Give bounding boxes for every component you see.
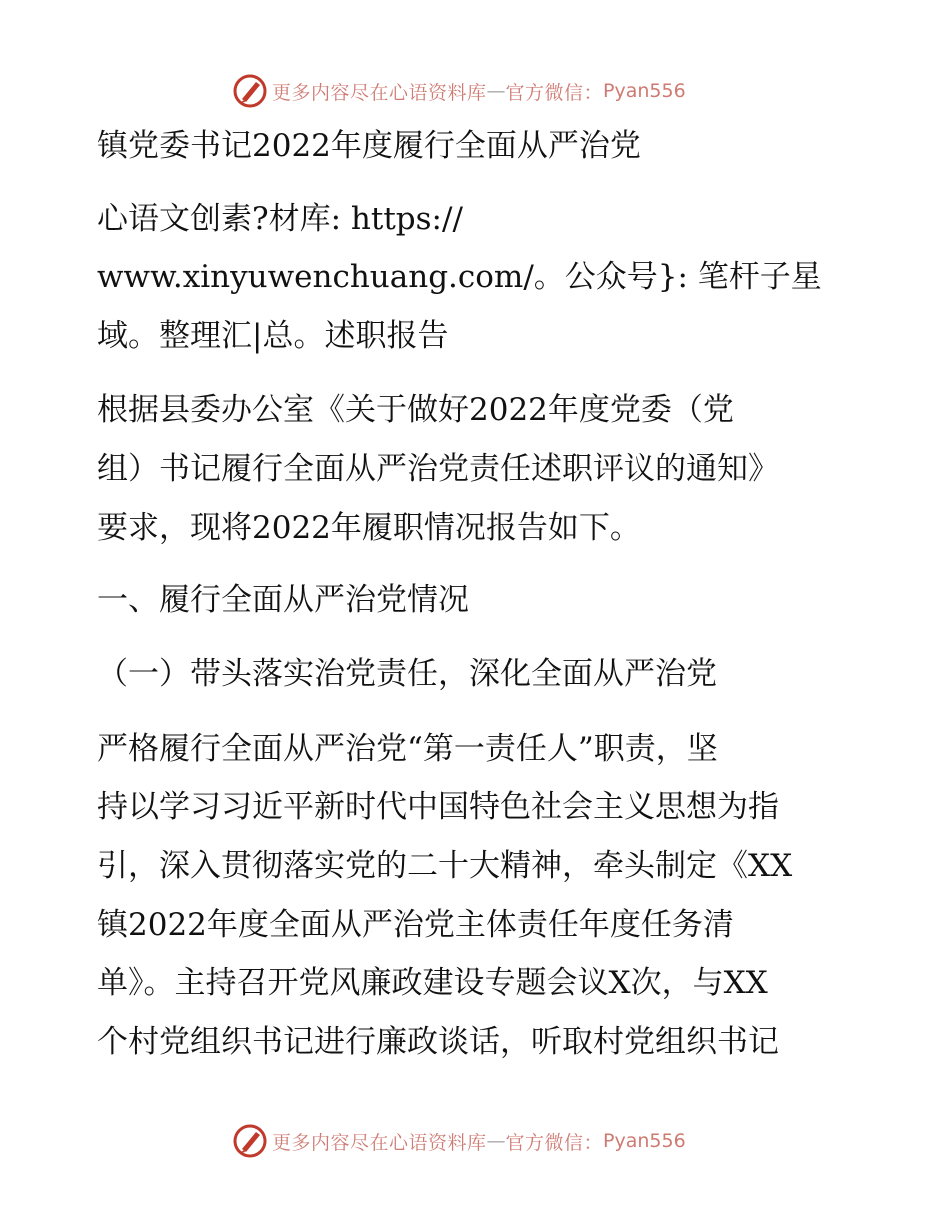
pen-logo-icon [232, 1123, 268, 1159]
watermark-text: 更多内容尽在心语资料库 [272, 1131, 487, 1154]
text-line: 组）书记履行全面从严治党责任述职评议的通知》 [97, 451, 779, 487]
text-line: 根据县委办公室《关于做好2022年度党委（党 [97, 392, 734, 428]
watermark-official-label: 官方微信： [505, 1131, 604, 1154]
document-title: 镇党委书记2022年度履行全面从严治党 [97, 128, 641, 164]
text-line: 引，深入贯彻落实党的二十大精神，牵头制定《XX [97, 848, 793, 884]
watermark-text: 更多内容尽在心语资料库 [272, 81, 487, 104]
text-line: 镇2022年度全面从严治党主体责任年度任务清 [97, 907, 734, 943]
watermark-banner-bottom [232, 1121, 686, 1161]
pen-logo-icon [232, 73, 268, 109]
watermark-handle: Pyan556 [603, 80, 686, 102]
subsection-heading: （一）带头落实治党责任，深化全面从严治党 [97, 656, 717, 692]
section-heading: 一、履行全面从严治党情况 [97, 582, 469, 618]
text-line: 域。整理汇|总。述职报告 [97, 318, 449, 354]
text-line: 心语文创素?材库: https:// [97, 201, 463, 237]
watermark-handle: Pyan556 [603, 1130, 686, 1152]
watermark-official-label: 官方微信： [505, 81, 604, 104]
watermark-separator: — [486, 1130, 506, 1152]
text-line: 要求，现将2022年履职情况报告如下。 [97, 510, 641, 546]
text-line: www.xinyuwenchuang.com/。公众号}: 笔杆子星 [97, 259, 822, 295]
watermark-banner-top [232, 71, 686, 111]
text-line: 持以学习习近平新时代中国特色社会主义思想为指 [97, 789, 779, 825]
text-line: 严格履行全面从严治党“第一责任人”职责，坚 [97, 731, 718, 767]
text-line: 个村党组织书记进行廉政谈话，听取村党组织书记 [97, 1024, 779, 1060]
text-line: 单》。主持召开党风廉政建设专题会议X次，与XX [97, 965, 768, 1001]
watermark-separator: — [486, 80, 506, 102]
